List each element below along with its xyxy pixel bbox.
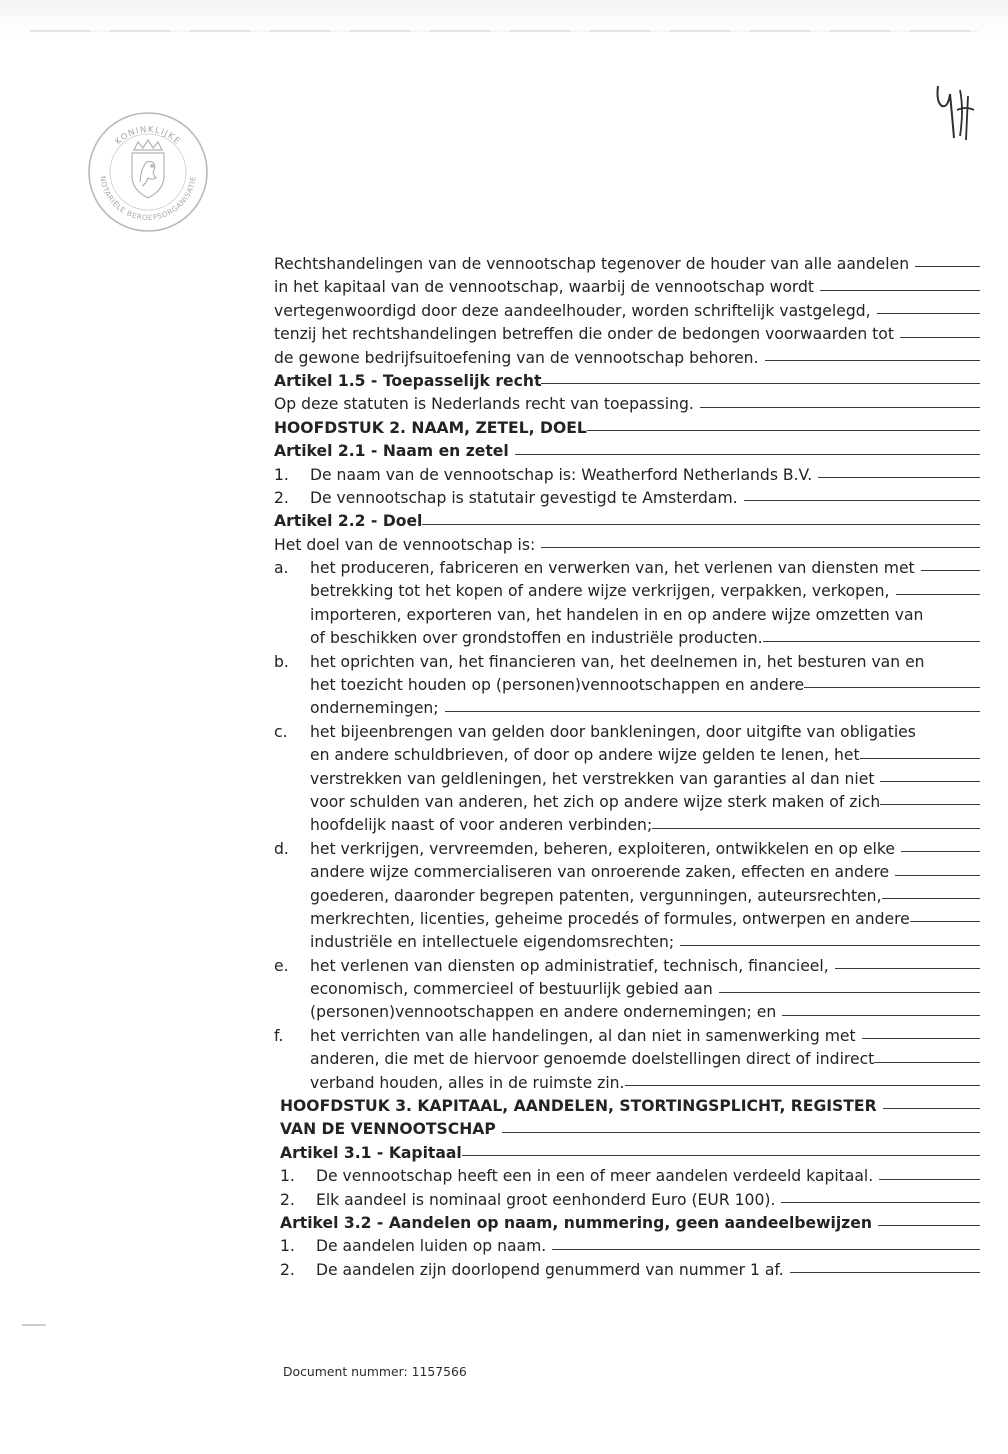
filler-line bbox=[835, 968, 980, 969]
filler-line bbox=[901, 851, 980, 852]
filler-line bbox=[502, 1132, 980, 1133]
handwritten-initials-icon bbox=[930, 80, 980, 146]
seal-bottom-text: NOTARIËLE BEROEPSORGANISATIE bbox=[98, 175, 198, 223]
numbered-item: 2. De aandelen zijn doorlopend genummerd van nummer 1 af. bbox=[280, 1259, 980, 1282]
item-continuation: of beschikken over grondstoffen en industriële producten. bbox=[274, 627, 980, 650]
seal-top-text: KONINKLIJKE bbox=[113, 124, 183, 148]
numbered-item: 2. Elk aandeel is nominaal groot eenhonderd Euro (EUR 100). bbox=[280, 1189, 980, 1212]
lettered-item: e. het verlenen van diensten op administratief, technisch, financieel, bbox=[274, 955, 980, 978]
filler-line bbox=[910, 921, 980, 922]
item-continuation: en andere schuldbrieven, of door op andere wijze gelden te lenen, het bbox=[274, 744, 980, 767]
filler-line bbox=[880, 804, 980, 805]
numbered-item: 1. De aandelen luiden op naam. bbox=[280, 1235, 980, 1258]
filler-line bbox=[652, 828, 980, 829]
filler-line bbox=[552, 1249, 980, 1250]
filler-line bbox=[445, 711, 980, 712]
filler-line bbox=[790, 1272, 980, 1273]
item-continuation: (personen)vennootschappen en andere ondernemingen; en bbox=[274, 1002, 980, 1025]
svg-text:KONINKLIJKE bbox=[114, 125, 183, 147]
item-continuation: ondernemingen; bbox=[274, 697, 980, 720]
seal-svg bbox=[86, 110, 210, 234]
filler-line bbox=[878, 1225, 980, 1226]
filler-line bbox=[781, 1202, 980, 1203]
item-continuation: andere wijze commercialiseren van onroerende zaken, effecten en andere bbox=[274, 861, 980, 884]
chapter-heading: VAN DE VENNOOTSCHAP bbox=[280, 1118, 980, 1141]
item-continuation: verstrekken van geldleningen, het verstrekken van garanties al dan niet bbox=[274, 768, 980, 791]
filler-line bbox=[804, 687, 980, 688]
filler-line bbox=[462, 1155, 980, 1156]
filler-line bbox=[882, 898, 980, 899]
filler-line bbox=[625, 1085, 980, 1086]
filler-line bbox=[587, 430, 980, 431]
chapter-heading: HOOFDSTUK 2. NAAM, ZETEL, DOEL bbox=[274, 417, 980, 440]
item-continuation: voor schulden van anderen, het zich op andere wijze sterk maken of zich bbox=[274, 791, 980, 814]
text-line: Rechtshandelingen van de vennootschap tegenover de houder van alle aandelen bbox=[274, 253, 980, 276]
text-line: de gewone bedrijfsuitoefening van de vennootschap behoren. bbox=[274, 347, 980, 370]
filler-line bbox=[879, 1179, 980, 1180]
svg-text:NOTARIËLE BEROEPSORGANISATIE bbox=[98, 175, 198, 222]
filler-line bbox=[895, 875, 980, 876]
filler-line bbox=[744, 500, 980, 501]
item-continuation: importeren, exporteren van, het handelen in en op andere wijze omzetten van bbox=[310, 605, 924, 624]
filler-line bbox=[422, 524, 980, 525]
text-line: vertegenwoordigd door deze aandeelhouder, worden schriftelijk vastgelegd, bbox=[274, 300, 980, 323]
numbered-item: 1. De vennootschap heeft een in een of meer aandelen verdeeld kapitaal. bbox=[280, 1165, 980, 1188]
lettered-item: a. het produceren, fabriceren en verwerken van, het verlenen van diensten met bbox=[274, 557, 980, 580]
item-continuation: merkrechten, licenties, geheime procedés of formules, ontwerpen en andere bbox=[274, 908, 980, 931]
notarial-seal bbox=[86, 110, 210, 234]
initials-svg bbox=[930, 80, 980, 146]
filler-line bbox=[818, 477, 980, 478]
item-continuation: industriële en intellectuele eigendomsrechten; bbox=[274, 931, 980, 954]
document-number: Document nummer: 1157566 bbox=[283, 1364, 467, 1379]
filler-line bbox=[896, 594, 980, 595]
filler-line bbox=[921, 570, 980, 571]
filler-line bbox=[763, 641, 980, 642]
numbered-item: 1. De naam van de vennootschap is: Weatherford Netherlands B.V. bbox=[274, 464, 980, 487]
filler-line bbox=[719, 992, 980, 993]
text-line: in het kapitaal van de vennootschap, waarbij de vennootschap wordt bbox=[274, 276, 980, 299]
margin-mark bbox=[22, 1324, 46, 1326]
numbered-item: 2. De vennootschap is statutair gevestigd te Amsterdam. bbox=[274, 487, 980, 510]
filler-line bbox=[880, 781, 980, 782]
crowned-lion-shield-icon bbox=[132, 140, 164, 198]
filler-line bbox=[765, 360, 980, 361]
item-continuation: hoofdelijk naast of voor anderen verbinden; bbox=[274, 814, 980, 837]
filler-line bbox=[900, 337, 980, 338]
text-line: tenzij het rechtshandelingen betreffen die onder de bedongen voorwaarden tot bbox=[274, 323, 980, 346]
filler-line bbox=[877, 313, 980, 314]
text-line: Op deze statuten is Nederlands recht van toepassing. bbox=[274, 393, 980, 416]
scan-top-edge bbox=[0, 0, 1008, 36]
lettered-item: c. het bijeenbrengen van gelden door bankleningen, door uitgifte van obligaties bbox=[274, 722, 916, 741]
article-heading: Artikel 2.1 - Naam en zetel bbox=[274, 440, 980, 463]
filler-line bbox=[541, 547, 980, 548]
filler-line bbox=[874, 1062, 980, 1063]
text-line: Het doel van de vennootschap is: bbox=[274, 534, 980, 557]
item-continuation: verband houden, alles in de ruimste zin. bbox=[274, 1072, 980, 1095]
article-heading: Artikel 1.5 - Toepasselijk recht bbox=[274, 370, 980, 393]
filler-line bbox=[820, 290, 980, 291]
article-heading: Artikel 3.1 - Kapitaal bbox=[280, 1142, 980, 1165]
item-continuation: economisch, commercieel of bestuurlijk gebied aan bbox=[274, 978, 980, 1001]
item-continuation: het toezicht houden op (personen)vennootschappen en andere bbox=[274, 674, 980, 697]
filler-line bbox=[680, 945, 980, 946]
item-continuation: goederen, daaronder begrepen patenten, vergunningen, auteursrechten, bbox=[274, 885, 980, 908]
filler-line bbox=[782, 1015, 980, 1016]
filler-line bbox=[915, 266, 980, 267]
filler-line bbox=[883, 1108, 980, 1109]
filler-line bbox=[541, 383, 980, 384]
article-heading: Artikel 3.2 - Aandelen op naam, nummering, geen aandeelbewijzen bbox=[280, 1212, 980, 1235]
article-heading: Artikel 2.2 - Doel bbox=[274, 510, 980, 533]
lettered-item: d. het verkrijgen, vervreemden, beheren, exploiteren, ontwikkelen en op elke bbox=[274, 838, 980, 861]
lettered-item: f. het verrichten van alle handelingen, al dan niet in samenwerking met bbox=[274, 1025, 980, 1048]
filler-line bbox=[515, 454, 980, 455]
item-continuation: betrekking tot het kopen of andere wijze verkrijgen, verpakken, verkopen, bbox=[274, 580, 980, 603]
statutes-text bbox=[274, 253, 980, 1282]
lettered-item: b. het oprichten van, het financieren van, het deelnemen in, het besturen van en bbox=[274, 652, 925, 671]
filler-line bbox=[700, 407, 980, 408]
filler-line bbox=[862, 1038, 980, 1039]
item-continuation: anderen, die met de hiervoor genoemde doelstellingen direct of indirect bbox=[274, 1048, 980, 1071]
chapter-heading: HOOFDSTUK 3. KAPITAAL, AANDELEN, STORTINGSPLICHT, REGISTER bbox=[280, 1095, 980, 1118]
filler-line bbox=[860, 758, 980, 759]
